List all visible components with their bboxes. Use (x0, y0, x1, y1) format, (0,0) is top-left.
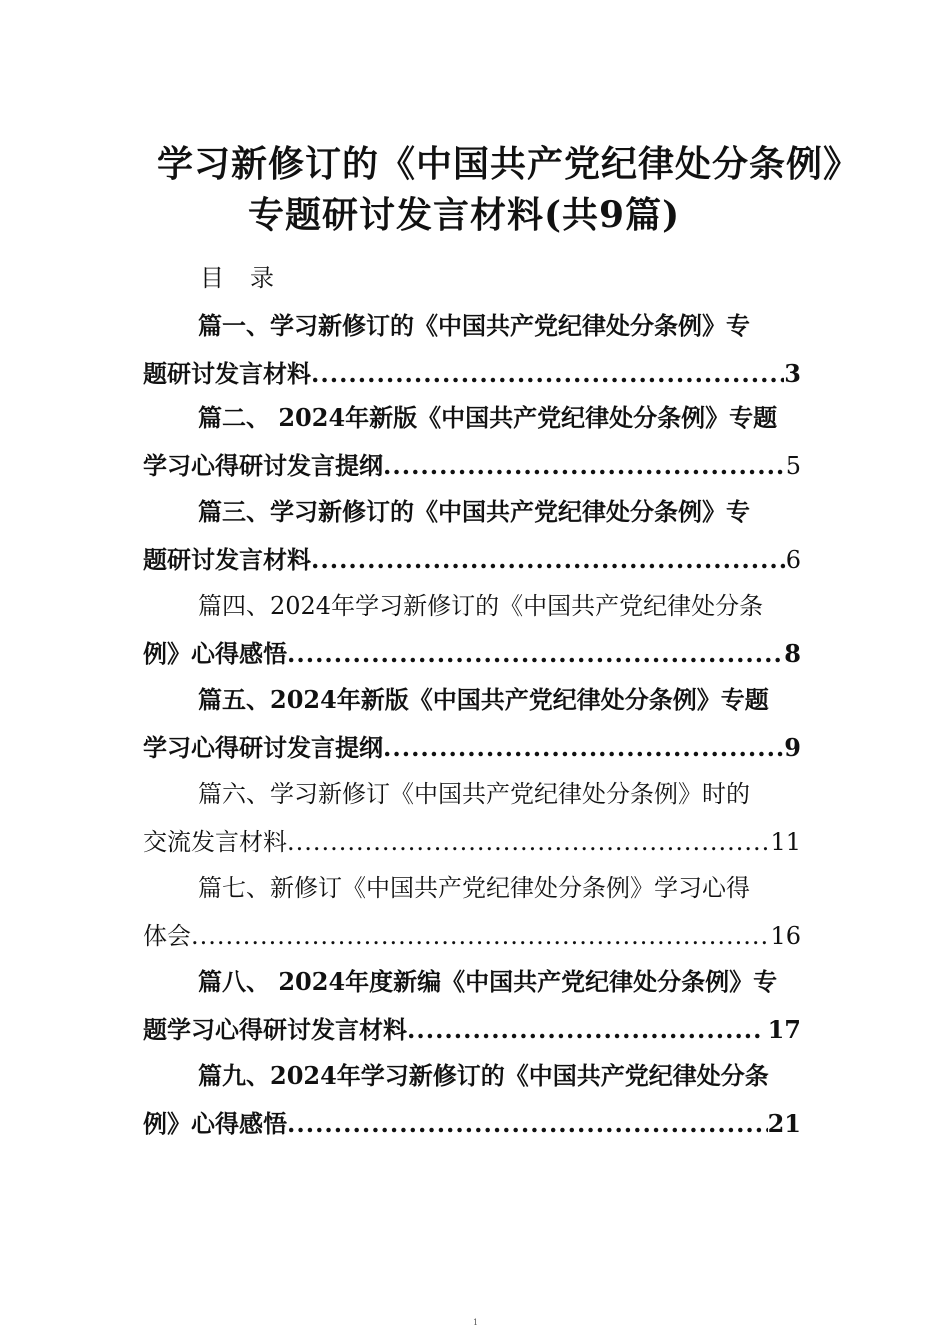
toc-entry-3-page: 6 (785, 546, 801, 574)
page-number: 1 (473, 1318, 479, 1327)
toc-entry-4-title: 例》心得感悟 (143, 639, 287, 668)
toc-entry-3-title: 题研讨发言材料 (143, 545, 311, 574)
toc-entry-8-page: 17 (767, 1015, 801, 1044)
toc-entry-6-title: 交流发言材料 (143, 828, 287, 856)
toc-entry-7-line-2[interactable] (143, 924, 801, 948)
toc-entry-2-page: 5 (785, 452, 801, 480)
toc-entry-8-line-1[interactable]: 篇八、 2024年度新编《中国共产党纪律处分条例》专 (198, 967, 778, 996)
toc-entry-7-title: 体会 (143, 922, 191, 950)
toc-entry-9-page: 21 (767, 1109, 801, 1138)
toc-entry-4-leader (287, 642, 784, 666)
toc-entry-5-line-2[interactable] (143, 733, 801, 762)
toc-entry-4-line-1[interactable]: 篇四、2024年学习新修订的《中国共产党纪律处分条 (198, 592, 764, 620)
toc-entry-7-page: 16 (770, 922, 801, 950)
toc-entry-5-line-1[interactable]: 篇五、2024年新版《中国共产党纪律处分条例》专题 (198, 685, 769, 714)
toc-entry-5-title: 学习心得研讨发言提纲 (143, 733, 383, 762)
document-title-line-1: 学习新修订的《中国共产党纪律处分条例》 (157, 143, 861, 185)
toc-entry-9-line-1[interactable]: 篇九、2024年学习新修订的《中国共产党纪律处分条 (198, 1061, 769, 1090)
toc-entry-3-leader (311, 548, 786, 572)
toc-entry-8-line-2[interactable] (143, 1015, 801, 1044)
toc-entry-2-title: 学习心得研讨发言提纲 (143, 451, 383, 480)
toc-heading: 目录 (200, 264, 300, 292)
toc-entry-8-leader (407, 1018, 762, 1042)
toc-entry-5-page: 9 (784, 733, 801, 762)
toc-entry-1-title: 题研讨发言材料 (143, 359, 311, 388)
toc-entry-7-line-1[interactable]: 篇七、新修订《中国共产党纪律处分条例》学习心得 (198, 874, 750, 902)
toc-entry-2-leader (383, 454, 786, 478)
toc-entry-9-title: 例》心得感悟 (143, 1109, 287, 1138)
toc-entry-7-leader (191, 924, 770, 948)
toc-entry-1-page: 3 (784, 359, 801, 388)
toc-entry-6-leader (287, 830, 770, 854)
toc-entry-6-line-2[interactable] (143, 830, 801, 854)
toc-entry-9-leader (287, 1112, 768, 1136)
toc-entry-9-line-2[interactable] (143, 1109, 801, 1138)
toc-entry-1-line-2[interactable] (143, 359, 801, 388)
toc-entry-6-page: 11 (770, 828, 801, 856)
toc-entry-5-leader (383, 736, 784, 760)
toc-entry-4-line-2[interactable] (143, 639, 801, 668)
toc-entry-3-line-2[interactable] (143, 545, 801, 574)
toc-entry-4-page: 8 (784, 639, 801, 668)
toc-entry-1-line-1[interactable]: 篇一、学习新修订的《中国共产党纪律处分条例》专 (198, 311, 750, 340)
toc-entry-2-line-2[interactable] (143, 451, 801, 480)
toc-entry-2-line-1[interactable]: 篇二、 2024年新版《中国共产党纪律处分条例》专题 (198, 403, 778, 432)
document-title-line-2: 专题研讨发言材料(共9篇) (248, 194, 681, 236)
toc-entry-3-line-1[interactable]: 篇三、学习新修订的《中国共产党纪律处分条例》专 (198, 497, 750, 526)
toc-entry-8-title: 题学习心得研讨发言材料 (143, 1015, 407, 1044)
toc-entry-6-line-1[interactable]: 篇六、学习新修订《中国共产党纪律处分条例》时的 (198, 780, 750, 808)
toc-entry-1-leader (311, 362, 784, 386)
